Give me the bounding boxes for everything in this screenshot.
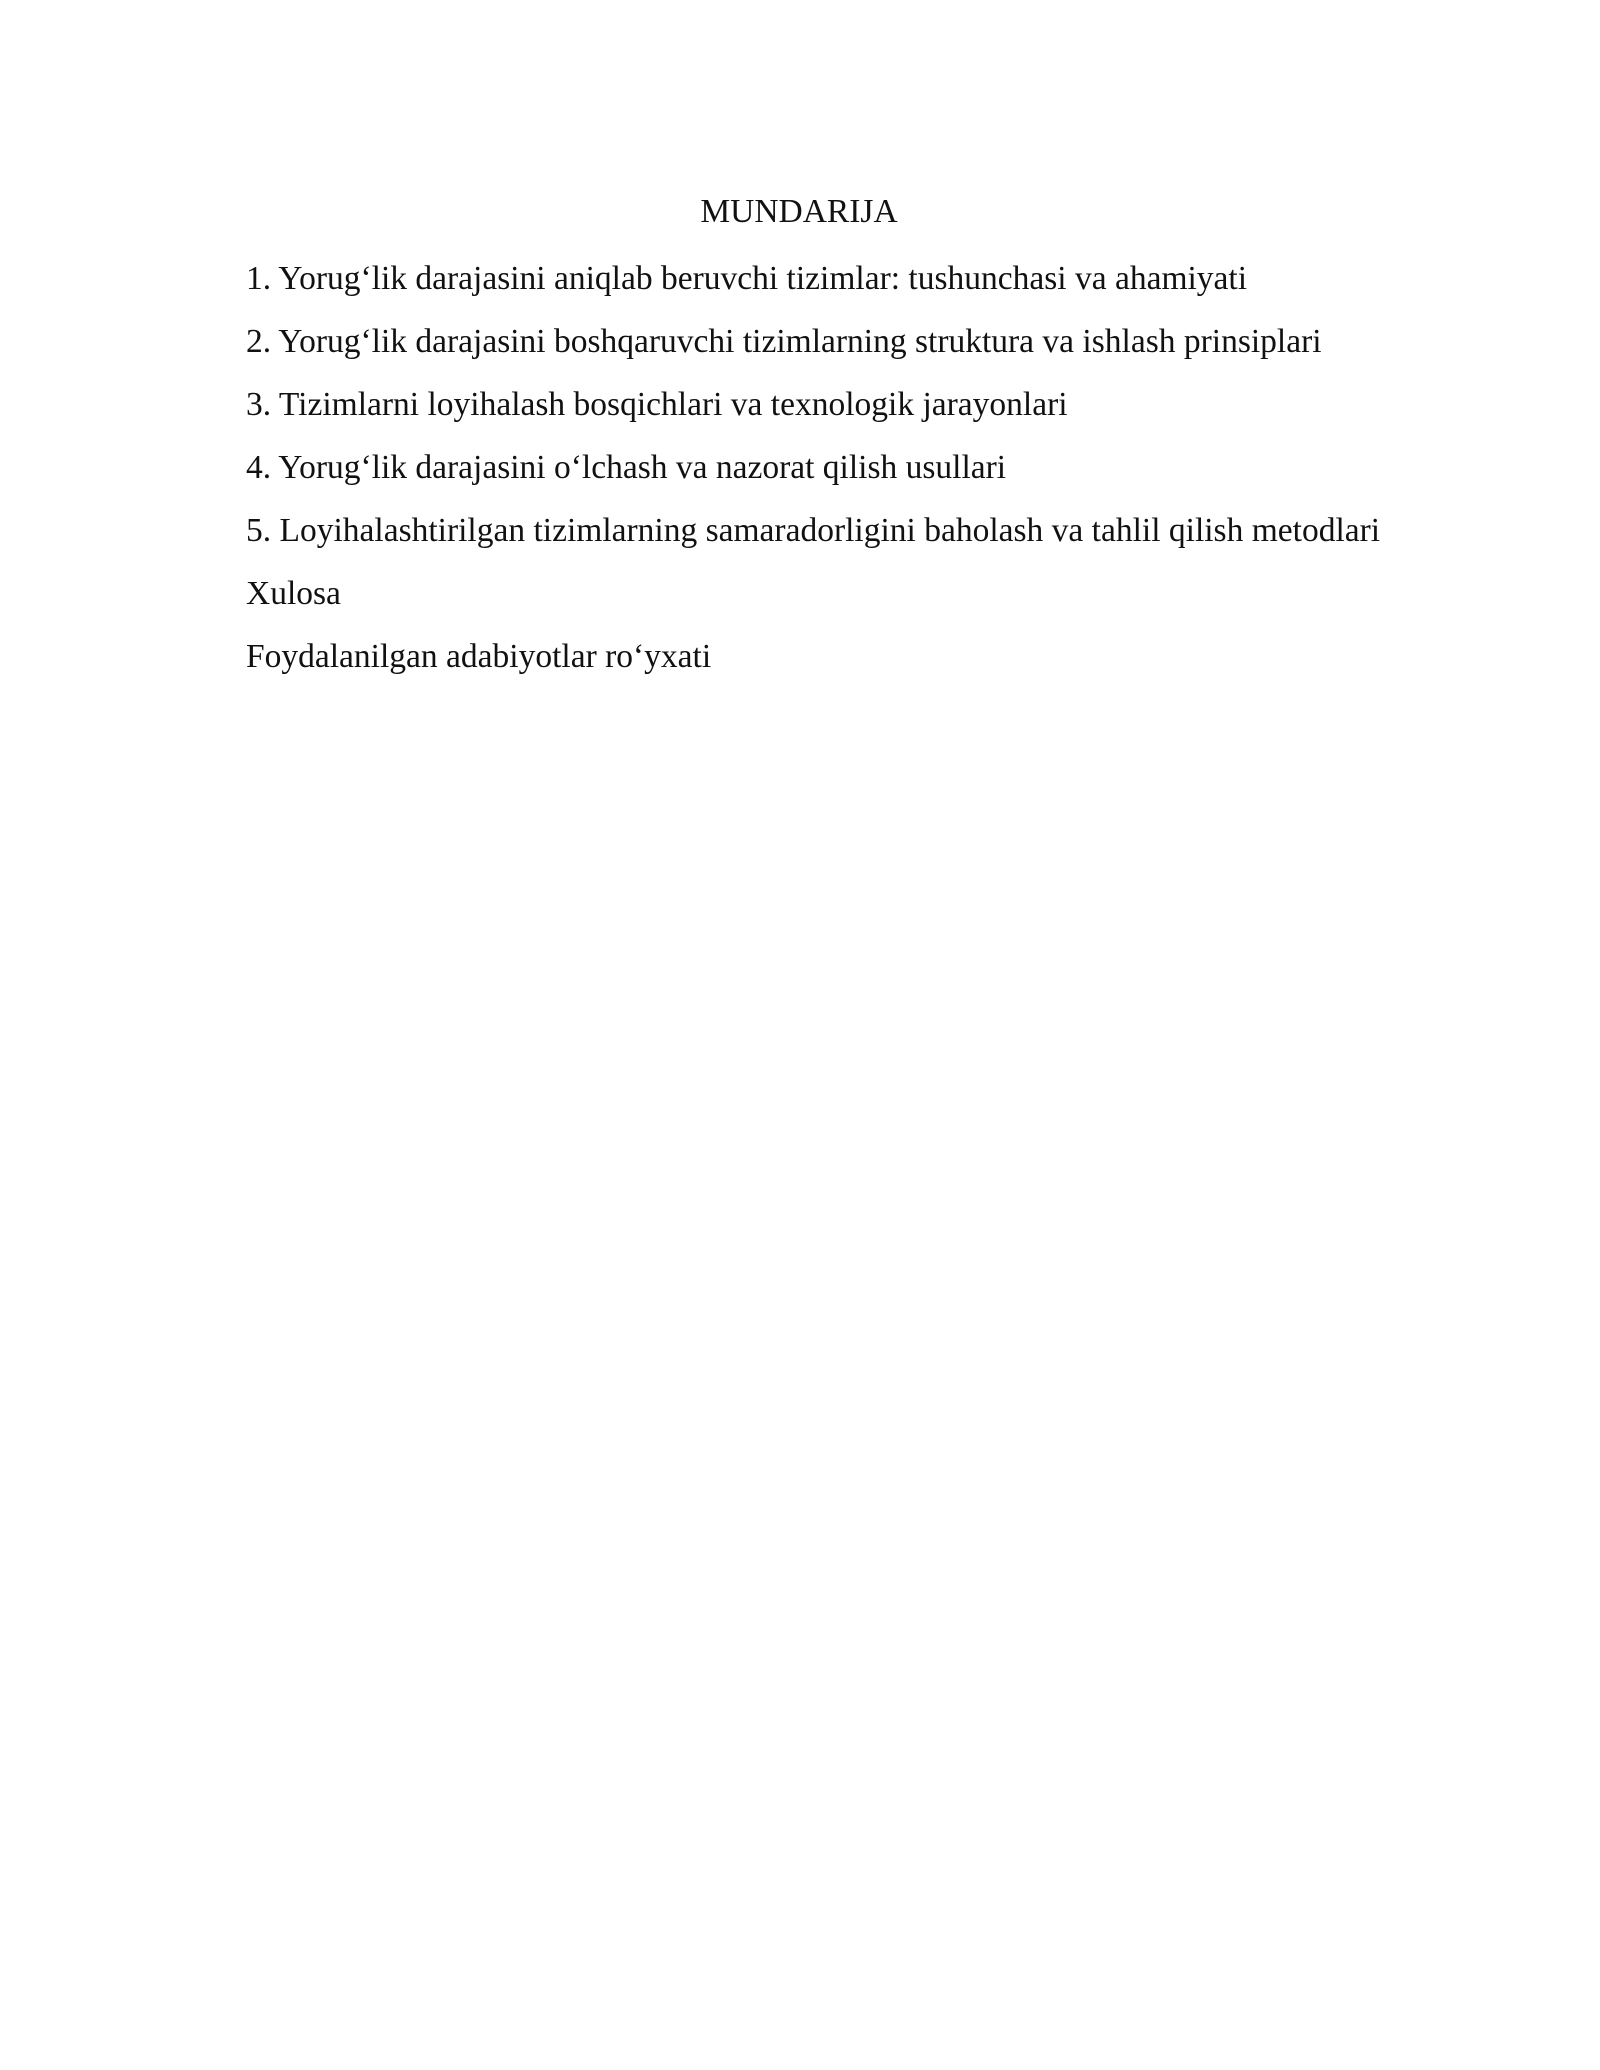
toc-item: Foydalanilgan adabiyotlar ro‘yxati (246, 638, 712, 675)
toc-item: 5. Loyihalashtirilgan tizimlarning samaradorligini baholash va tahlil qilish metodlari (246, 512, 1381, 549)
toc-item: Xulosa (246, 575, 341, 612)
toc-item: 2. Yorug‘lik darajasini boshqaruvchi tizimlarning struktura va ishlash prinsiplari (246, 323, 1322, 360)
toc-item: 1. Yorug‘lik darajasini aniqlab beruvchi tizimlar: tushunchasi va ahamiyati (246, 260, 1248, 297)
toc-item: 3. Tizimlarni loyihalash bosqichlari va texnologik jarayonlari (246, 386, 1068, 423)
table-of-contents (188, 186, 1410, 688)
toc-item: 4. Yorug‘lik darajasini o‘lchash va nazorat qilish usullari (246, 449, 1007, 486)
page-title: MUNDARIJA (700, 193, 898, 230)
